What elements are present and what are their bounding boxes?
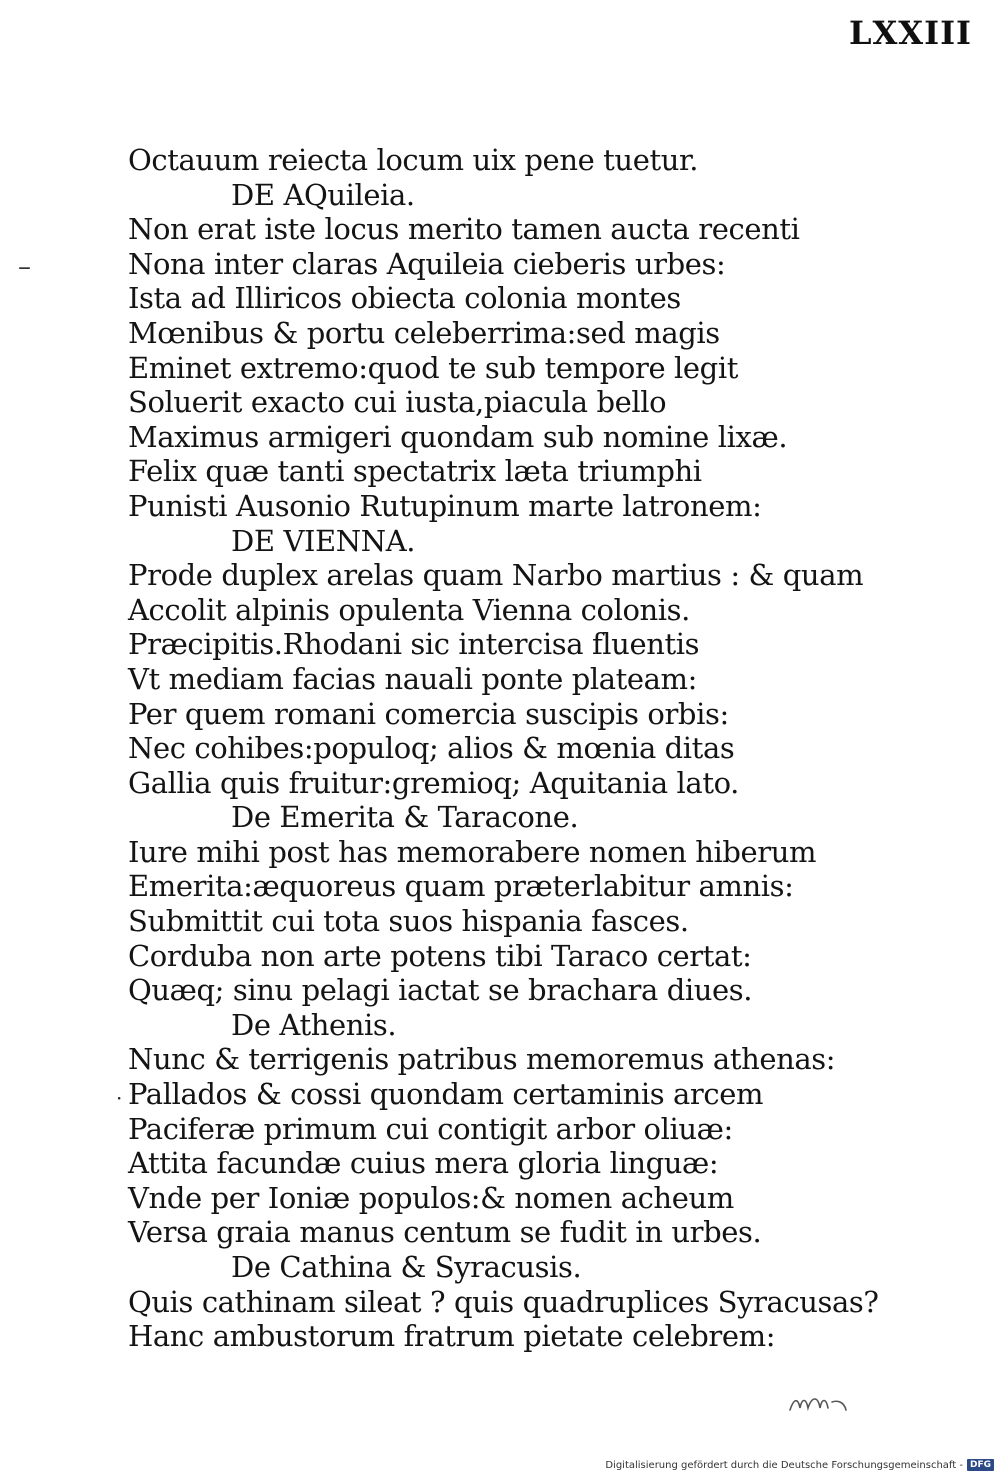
verse-line: Per quem romani comercia suscipis orbis: bbox=[128, 696, 729, 731]
verse-line: Octauum reiecta locum uix pene tuetur. bbox=[128, 143, 699, 177]
section-heading: DE AQuileia. bbox=[231, 177, 415, 212]
margin-dash-mark: – bbox=[18, 252, 31, 282]
margin-dot-mark: · bbox=[116, 1086, 123, 1110]
verse-line: Quæq; sinu pelagi iactat se brachara diues. bbox=[128, 973, 753, 1008]
verse-line: Accolit alpinis opulenta Vienna colonis. bbox=[128, 592, 690, 627]
text-column bbox=[128, 143, 879, 1354]
folio-number: LXXIII bbox=[848, 14, 972, 52]
section-heading: De Athenis. bbox=[231, 1007, 397, 1042]
verse-line: Vt mediam facias nauali ponte plateam: bbox=[128, 661, 697, 696]
verse-line: Mœnibus & portu celeberrima:sed magis bbox=[128, 315, 720, 350]
verse-line: Vnde per Ioniæ populos:& nomen acheum bbox=[128, 1180, 734, 1215]
verse-line: Maximus armigeri quondam sub nomine lixæ. bbox=[128, 419, 788, 454]
verse-line: Versa graia manus centum se fudit in urbes. bbox=[128, 1215, 762, 1250]
verse-line: Punisti Ausonio Rutupinum marte latronem: bbox=[128, 488, 762, 523]
verse-line: Paciferæ primum cui contigit arbor oliuæ: bbox=[128, 1111, 733, 1146]
verse-line: Nunc & terrigenis patribus memoremus athenas: bbox=[128, 1042, 836, 1077]
verse-line: Hanc ambustorum fratrum pietate celebrem: bbox=[128, 1319, 776, 1354]
section-heading: DE VIENNA. bbox=[231, 523, 416, 558]
verse-line: Attita facundæ cuius mera gloria linguæ: bbox=[128, 1146, 719, 1181]
verse-line: Eminet extremo:quod te sub tempore legit bbox=[128, 350, 738, 385]
verse-line: Ista ad Illiricos obiecta colonia montes bbox=[128, 281, 681, 316]
verse-line: Pallados & cossi quondam certaminis arcem bbox=[128, 1077, 764, 1112]
verse-line: Emerita:æquoreus quam præterlabitur amnis: bbox=[128, 869, 794, 904]
section-heading: De Emerita & Taracone. bbox=[231, 800, 579, 835]
verse-line: Quis cathinam sileat ? quis quadruplices Syracusas? bbox=[128, 1284, 879, 1319]
verse-line: Corduba non arte potens tibi Taraco certat: bbox=[128, 938, 752, 973]
handwritten-mark bbox=[786, 1388, 850, 1418]
verse-line: Iure mihi post has memorabere nomen hiberum bbox=[128, 834, 817, 869]
digitization-footer bbox=[605, 1459, 994, 1471]
verse-line: Præcipitis.Rhodani sic intercisa fluentis bbox=[128, 627, 700, 662]
verse-line: Submittit cui tota suos hispania fasces. bbox=[128, 904, 689, 939]
dfg-logo-icon: DFG bbox=[967, 1459, 994, 1471]
verse-line: Felix quæ tanti spectatrix læta triumphi bbox=[128, 454, 702, 489]
verse-line: Non erat iste locus merito tamen aucta recenti bbox=[128, 212, 800, 247]
footer-credit: Digitalisierung gefördert durch die Deutsche Forschungsgemeinschaft - bbox=[605, 1459, 963, 1471]
verse-line: Nec cohibes:populoq; alios & mœnia ditas bbox=[128, 731, 735, 766]
section-heading: De Cathina & Syracusis. bbox=[231, 1250, 582, 1284]
verse-line: Nona inter claras Aquileia cieberis urbes: bbox=[128, 246, 726, 281]
verse-line: Prode duplex arelas quam Narbo martius : & quam bbox=[128, 558, 864, 593]
verse-line: Gallia quis fruitur:gremioq; Aquitania lato. bbox=[128, 765, 739, 800]
verse-line: Soluerit exacto cui iusta,piacula bello bbox=[128, 385, 667, 420]
